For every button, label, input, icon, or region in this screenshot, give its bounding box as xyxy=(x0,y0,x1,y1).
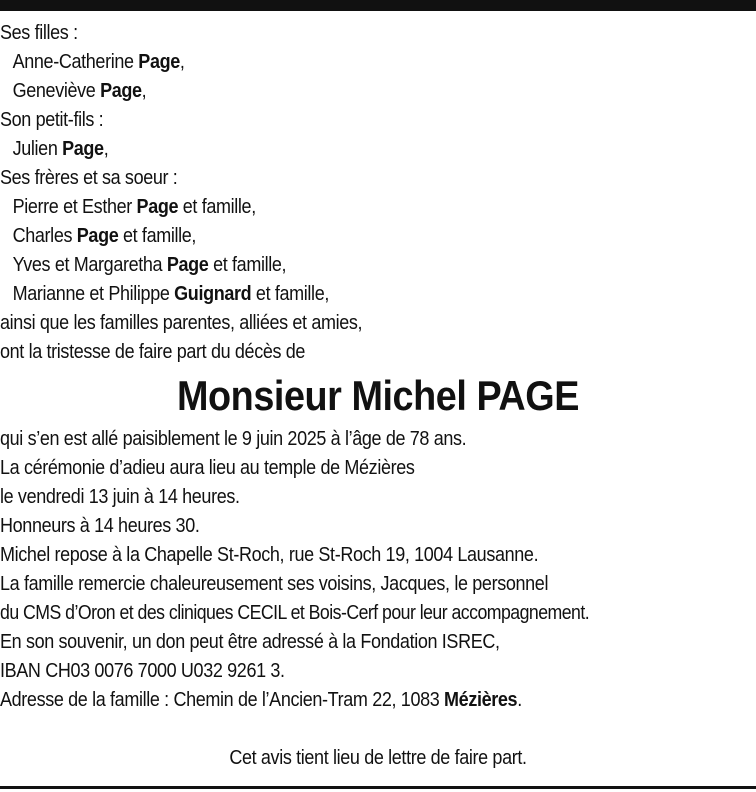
daughter-last-name: Page xyxy=(100,80,142,102)
detail-line: qui s’en est allé paisiblement le 9 juin 2025 à l’âge de 78 ans. xyxy=(0,428,467,450)
sibling-line xyxy=(0,222,680,251)
daughters-heading: Ses filles : xyxy=(0,22,78,44)
daughter-last-name: Page xyxy=(138,51,180,73)
detail-line: En son souvenir, un don peut être adressé à la Fondation ISREC, xyxy=(0,631,500,653)
daughter-suffix: , xyxy=(141,80,147,102)
grandson-heading: Son petit-fils : xyxy=(0,109,104,131)
sibling-first-names: Pierre et Esther xyxy=(12,196,132,218)
detail-line: Michel repose à la Chapelle St-Roch, rue St-Roch 19, 1004 Lausanne. xyxy=(0,544,539,566)
sibling-first-names: Yves et Margaretha xyxy=(12,254,163,276)
obituary-notice xyxy=(0,19,756,773)
detail-line: le vendredi 13 juin à 14 heures. xyxy=(0,486,240,508)
grandson-last-name: Page xyxy=(62,138,104,160)
blank-spacer xyxy=(0,715,756,744)
detail-line: du CMS d’Oron et des cliniques CECIL et Bois-Cerf pour leur accompagnement. xyxy=(0,602,590,624)
sibling-line xyxy=(0,251,680,280)
sibling-first-names: Marianne et Philippe xyxy=(12,283,170,305)
address-town: Mézières xyxy=(444,689,518,711)
daughter-line xyxy=(0,48,680,77)
daughter-suffix: , xyxy=(179,51,185,73)
grandson-first-name: Julien xyxy=(12,138,58,160)
sibling-last-name: Page xyxy=(76,225,119,247)
daughter-line xyxy=(0,77,680,106)
sibling-suffix: et famille, xyxy=(208,254,287,276)
detail-line: IBAN CH03 0076 7000 U032 9261 3. xyxy=(0,660,285,682)
relatives-line: ainsi que les familles parentes, alliées et amies, xyxy=(0,312,363,334)
top-border-rule xyxy=(0,0,756,11)
address-text: Adresse de la famille : Chemin de l’Ancien-Tram 22, 1083 xyxy=(0,689,445,711)
address-suffix: . xyxy=(517,689,522,711)
sibling-last-name: Guignard xyxy=(174,283,252,305)
sibling-suffix: et famille, xyxy=(251,283,329,305)
daughter-first-name: Geneviève xyxy=(12,80,96,102)
daughter-first-name: Anne-Catherine xyxy=(12,51,134,73)
announcement-line: ont la tristesse de faire part du décès de xyxy=(0,341,306,363)
detail-line: La cérémonie d’adieu aura lieu au temple de Mézières xyxy=(0,457,415,479)
grandson-line xyxy=(0,135,680,164)
detail-line: Honneurs à 14 heures 30. xyxy=(0,515,200,537)
sibling-last-name: Page xyxy=(166,254,209,276)
sibling-last-name: Page xyxy=(136,196,179,218)
footer-note: Cet avis tient lieu de lettre de faire part. xyxy=(229,747,527,769)
sibling-suffix: et famille, xyxy=(178,196,256,218)
bottom-border-rule xyxy=(0,786,756,789)
sibling-line xyxy=(0,280,680,309)
family-address xyxy=(0,686,680,715)
grandson-suffix: , xyxy=(103,138,109,160)
siblings-heading: Ses frères et sa soeur : xyxy=(0,167,178,189)
detail-line: La famille remercie chaleureusement ses voisins, Jacques, le personnel xyxy=(0,573,549,595)
sibling-first-names: Charles xyxy=(12,225,73,247)
deceased-name: Monsieur Michel PAGE xyxy=(177,372,579,419)
sibling-line xyxy=(0,193,680,222)
sibling-suffix: et famille, xyxy=(118,225,197,247)
